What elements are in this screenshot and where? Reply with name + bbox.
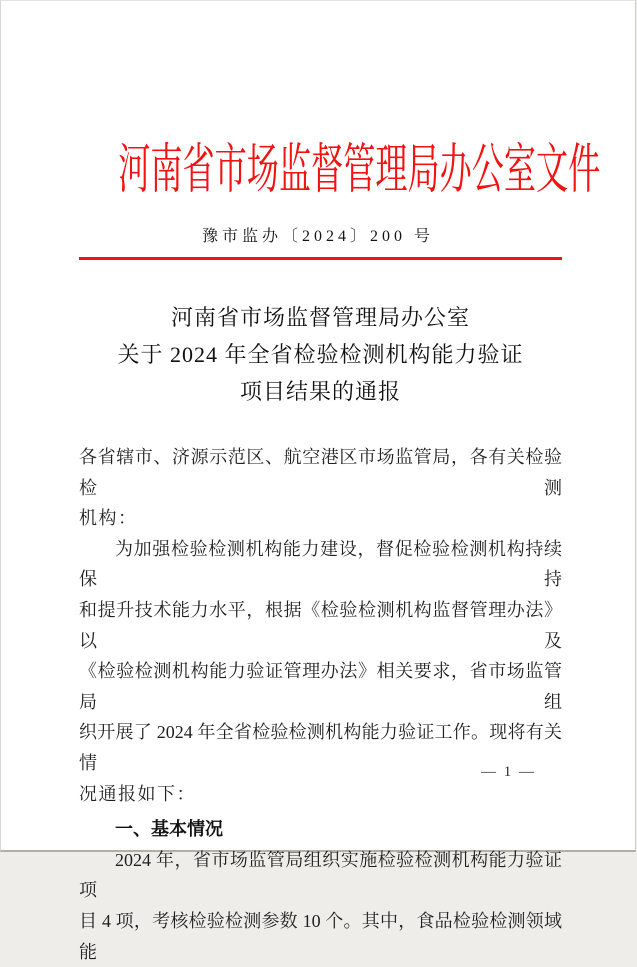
- page-number: — 1 —: [481, 764, 536, 780]
- body-line: 2024 年，省市场监管局组织实施检验检测机构能力验证项: [79, 849, 562, 901]
- salutation-line: 各省辖市、济源示范区、航空港区市场监管局，各有关检验检测: [79, 447, 562, 498]
- document-number: 豫市监办〔2024〕200 号: [201, 228, 434, 245]
- body-line: 况通报如下：: [79, 783, 196, 804]
- body-line: 和提升技术能力水平，根据《检验检测机构监督管理办法》以及: [79, 599, 562, 651]
- body-line: 织开展了 2024 年全省检验检测机构能力验证工作。现将有关情: [79, 722, 562, 773]
- document-title: [79, 299, 562, 410]
- body-line: 目 4 项，考核检验检测参数 10 个。其中，食品检验检测领域能: [79, 910, 562, 962]
- document-title-line-2: 关于 2024 年全省检验检测机构能力验证: [117, 342, 524, 367]
- section-heading: 一、基本情况: [115, 819, 223, 840]
- body-line: 《检验检测机构能力验证管理办法》相关要求，省市场监管局组: [79, 661, 562, 712]
- body-line: 为加强检验检测机构能力建设，督促检验检测机构持续保持: [79, 538, 562, 590]
- document-body: [79, 442, 562, 967]
- document-title-line-1: 河南省市场监督管理局办公室: [170, 305, 470, 330]
- document-title-line-3: 项目结果的通报: [239, 379, 401, 404]
- red-divider-line: [79, 257, 562, 260]
- salutation-line: 机构：: [79, 508, 138, 529]
- red-masthead-title: 河南省市场监督管理局办公室文件: [118, 140, 601, 201]
